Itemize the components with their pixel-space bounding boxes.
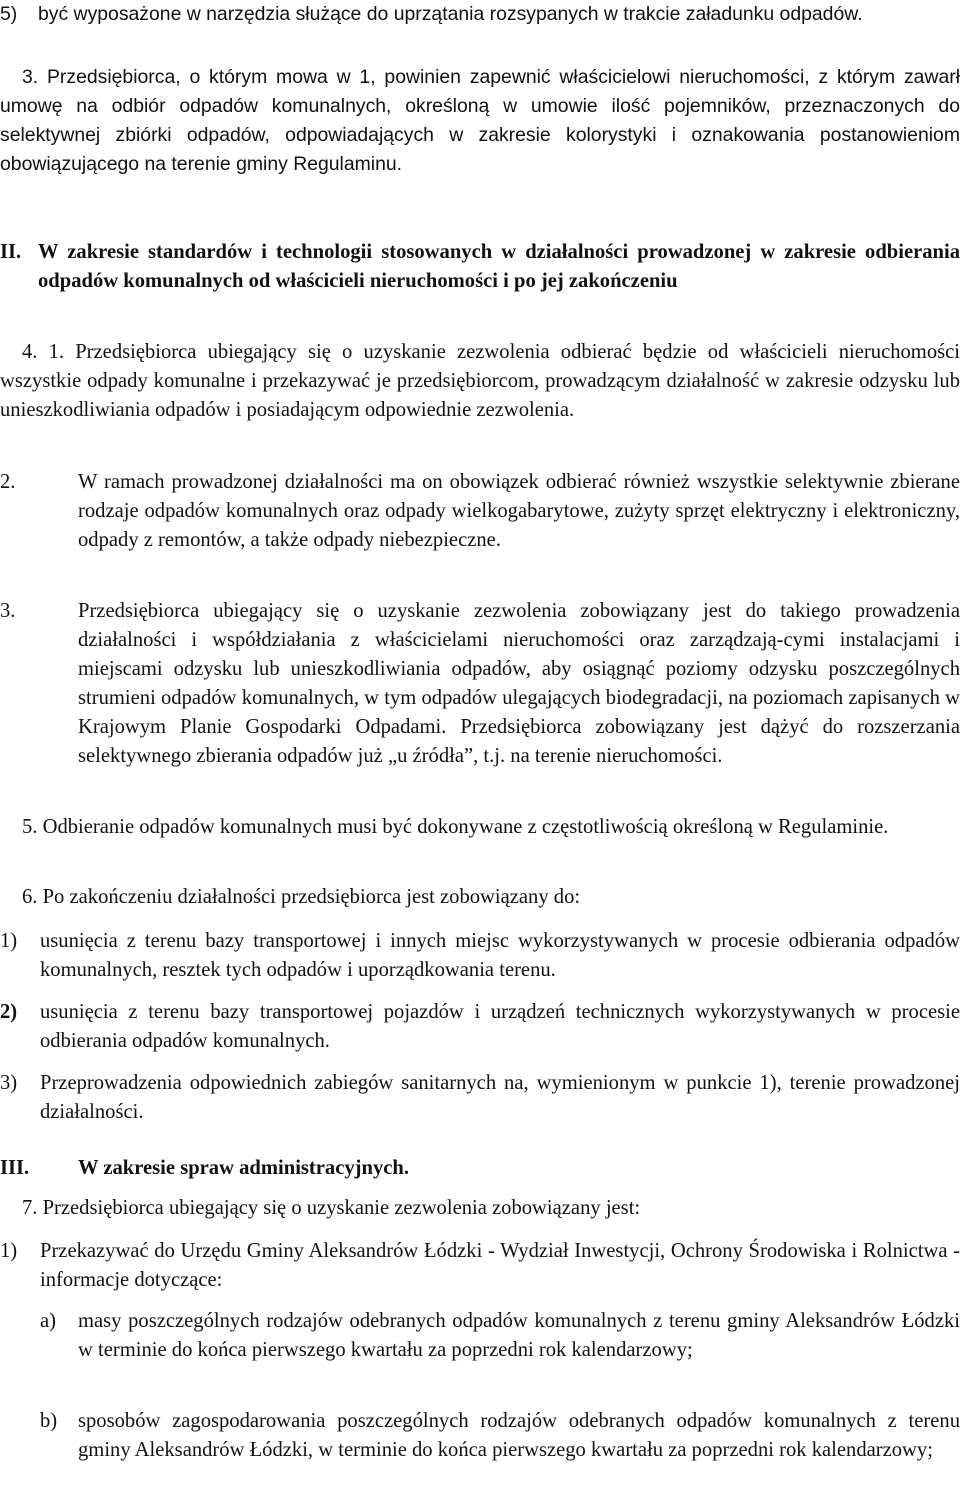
section-heading-3	[0, 1154, 960, 1183]
section-title: W zakresie spraw administracyjnych.	[78, 1157, 410, 1179]
paragraph-7: 7. Przedsiębiorca ubiegający się o uzyskanie zezwolenia zobowiązany jest:	[22, 1197, 641, 1219]
section-heading-2	[0, 238, 960, 296]
paragraph-4-2	[0, 468, 960, 555]
paragraph-5: 5. Odbieranie odpadów komunalnych musi być dokonywane z częstotliwością określoną w Regulaminie.	[22, 816, 889, 838]
list-subitem-a	[40, 1307, 960, 1365]
paragraph-3: 3. Przedsiębiorca, o którym mowa w 1, powinien zapewnić właścicielowi nieruchomości, z którym zawarł umowę na odbiór odpadów komunalnych, określoną w umowie ilość pojemników, przeznaczonych do selektywnej zbiórki odpadów, odpowiadających w zakresie kolorystyki i oznakowania postanowieniom obowiązującego na terenie gminy Regulaminu.	[0, 66, 960, 175]
paragraph-4-1: 4. 1. Przedsiębiorca ubiegający się o uzyskanie zezwolenia odbierać będzie od właścicieli nieruchomości wszystkie odpady komunalne i przekazywać je przedsiębiorcom, prowadzącym działalność w zakresie odzysku lub unieszkodliwiania odpadów i posiadającym odpowiednie zezwolenia.	[0, 341, 960, 421]
list-item-text: usunięcia z terenu bazy transportowej pojazdów i urządzeń technicznych wykorzystywanych w procesie odbierania odpadów komunalnych.	[40, 1001, 960, 1052]
list-marker: 2)	[0, 1001, 18, 1023]
list-item-6-2	[0, 998, 960, 1056]
paragraph-4-3	[0, 597, 960, 771]
list-marker: a)	[40, 1310, 56, 1332]
list-item-text: Przekazywać do Urzędu Gminy Aleksandrów Łódzki - Wydział Inwestycji, Ochrony Środowiska i Rolnictwa - informacje dotyczące:	[40, 1240, 960, 1291]
list-marker: b)	[40, 1410, 58, 1432]
list-marker: 3)	[0, 1072, 18, 1094]
list-marker: 1)	[0, 930, 18, 952]
list-subitem-b	[40, 1407, 960, 1465]
list-item-text: sposobów zagospodarowania poszczególnych rodzajów odebranych odpadów komunalnych z terenu gminy Aleksandrów Łódzki, w terminie do końca pierwszego kwartału za poprzedni rok kalendarzowy;	[78, 1410, 960, 1461]
list-item-6-1	[0, 927, 960, 985]
paragraph-number: 3.	[0, 600, 16, 622]
paragraph-text: W ramach prowadzonej działalności ma on obowiązek odbierać również wszystkie selektywnie zbierane rodzaje odpadów komunalnych oraz odpady wielkogabarytowe, zużyty sprzęt elektryczny i elektroniczny, odpady z remontów, a także odpady niebezpieczne.	[78, 471, 960, 551]
list-item-7-1	[0, 1237, 960, 1295]
section-title: W zakresie standardów i technologii stosowanych w działalności prowadzonej w zakresie odbierania odpadów komunalnych od właścicieli nieruchomości i po jej zakończeniu	[38, 241, 960, 292]
section-number: III.	[0, 1157, 30, 1179]
list-item-text: być wyposażone w narzędzia służące do uprzątania rozsypanych w trakcie załadunku odpadów.	[38, 3, 863, 25]
list-item-5	[0, 0, 960, 29]
section-number: II.	[0, 241, 22, 263]
list-item-text: masy poszczególnych rodzajów odebranych odpadów komunalnych z terenu gminy Aleksandrów Łódzki w terminie do końca pierwszego kwartału za poprzedni rok kalendarzowy;	[78, 1310, 960, 1361]
paragraph-number: 2.	[0, 471, 16, 493]
list-item-6-3	[0, 1069, 960, 1127]
paragraph-text: Przedsiębiorca ubiegający się o uzyskanie zezwolenia zobowiązany jest do takiego prowadzenia działalności i współdziałania z właścicielami nieruchomości oraz zarządzają-cymi instalacjami i miejscami odzysku lub unieszkodliwiania odpadów, aby osiągnąć poziomy odzysku poszczególnych strumieni odpadów komunalnych, w tym odpadów ulegających biodegradacji, na poziomach zapisanych w Krajowym Planie Gospodarki Odpadami. Przedsiębiorca zobowiązany jest dążyć do rozszerzania selektywnego zbierania odpadów już „u źródła”, t.j. na terenie nieruchomości.	[78, 600, 960, 767]
list-item-text: Przeprowadzenia odpowiednich zabiegów sanitarnych na, wymienionym w punkcie 1), terenie prowadzonej działalności.	[40, 1072, 960, 1123]
list-marker: 5)	[0, 3, 18, 25]
list-marker: 1)	[0, 1240, 18, 1262]
list-item-text: usunięcia z terenu bazy transportowej i innych miejsc wykorzystywanych w procesie odbierania odpadów komunalnych, resztek tych odpadów i uporządkowania terenu.	[40, 930, 960, 981]
paragraph-6: 6. Po zakończeniu działalności przedsiębiorca jest zobowiązany do:	[22, 886, 581, 908]
